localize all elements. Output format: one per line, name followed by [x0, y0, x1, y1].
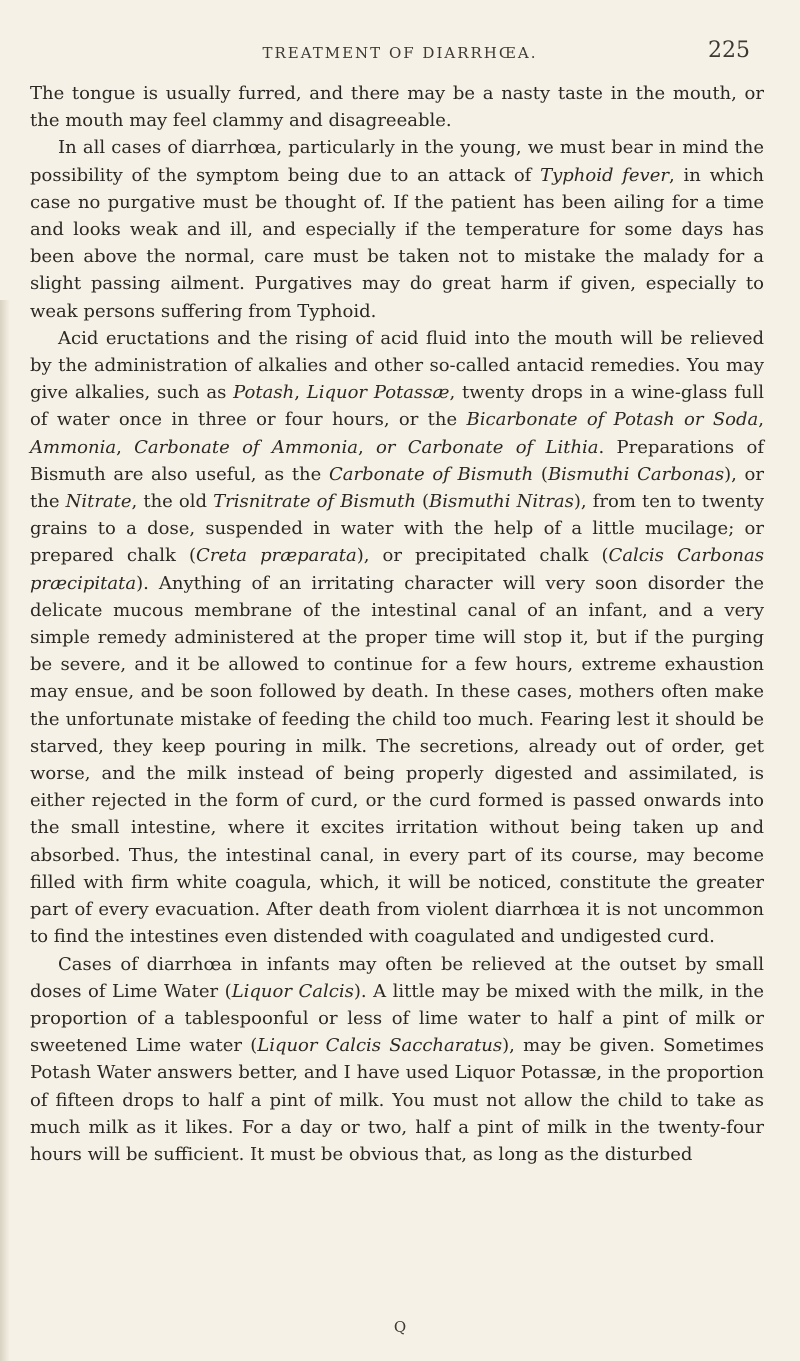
italic-term: Typhoid fever	[540, 164, 669, 186]
italic-term: Nitrate	[65, 491, 132, 513]
body-text	[30, 80, 764, 1168]
page-number: 225	[708, 38, 750, 63]
text-run: ,	[116, 436, 135, 458]
text-run: (	[533, 463, 548, 485]
signature-mark: Q	[393, 1318, 407, 1336]
text-run: , the old	[131, 491, 214, 513]
italic-term: Carbonate of Ammonia	[134, 436, 358, 458]
italic-term: Trisnitrate of Bismuth	[213, 491, 416, 513]
italic-term: Bicarbonate of Potash or Soda	[466, 409, 759, 431]
text-run: ,	[357, 436, 376, 458]
page-spine-shadow	[0, 300, 10, 1361]
text-run: ,	[294, 382, 307, 404]
text-run: Cases of diarrhœa in infants may often be relieved at the outset by small doses of Lime Water (	[30, 953, 764, 1002]
italic-term: Bismuthi Carbonas	[547, 463, 725, 485]
running-head: TREATMENT OF DIARRHŒA.	[262, 44, 538, 62]
italic-term: Liquor Calcis Saccharatus	[257, 1035, 503, 1057]
text-run: ), or precipitated chalk (	[356, 545, 609, 567]
italic-term: Creta præparata	[196, 545, 357, 567]
text-run: Acid eructations and the rising of acid fluid into the mouth will be relieved by the administration of alkalies and other so-called antacid remedies. You may give alkalies, such as	[30, 327, 764, 404]
text-run: (	[415, 491, 430, 513]
text-run: ,	[758, 409, 764, 431]
italic-term: or Carbonate of Lithia	[375, 436, 599, 458]
text-run: ), may be given. Sometimes Potash Water answers better, and I have used Liquor Potassæ, in the proportion of fifteen drops to half a pint of milk. You must not allow the child to take as much milk as it likes. For a day or two, half a pint of milk in the twenty-four hours will be sufficient. It must be obvious that, as long as the disturbed	[30, 1035, 765, 1165]
text-run: . Preparations of Bismuth are also useful, as the	[30, 436, 764, 485]
text-run: , twenty drops in a wine-glass full of water once in three or four hours, or the	[30, 382, 764, 431]
text-run: ). A little may be mixed with the milk, in the proportion of a tablespoonful or less of lime water to half a pint of milk or sweetened Lime water (	[30, 980, 765, 1057]
text-run: The tongue is usually furred, and there may be a nasty taste in the mouth, or the mouth may feel clammy and disagreeable.	[30, 83, 764, 132]
italic-term: Potash	[233, 382, 295, 404]
text-run: ). Anything of an irritating character will very soon disorder the delicate mucous membrane of the intestinal canal of an infant, and a very simple remedy administered at the proper time will stop it, but if the purging be severe, and it be allowed to continue for a few hours, extreme exhaustion may ensue, and be soon followed by death. In these cases, mothers often make the unfortunate mistake of feeding the child too much. Fearing lest it should be starved, they keep pouring in milk. The secretions, already out of order, get worse, and the milk instead of being properly digested and assimilated, is either rejected in the form of curd, or the curd formed is passed onwards into the small intestine, where it excites irritation without being taken up and absorbed. Thus, the intestinal canal, in every part of its course, may become filled with firm white coagula, which, it will be noticed, constitute the greater part of every evacuation. After death from violent diarrhœa it is not uncommon to find the intestines even distended with coagulated and undigested curd.	[30, 572, 764, 948]
italic-term: Liquor Potassæ	[306, 382, 450, 404]
italic-term: Carbonate of Bismuth	[328, 463, 534, 485]
text-run: , in which case no purgative must be thought of. If the patient has been ailing for a time and looks weak and ill, and especially if the temperature for some days has been above the normal, care must be taken not to mistake the malady for a slight passing ailment. Purgatives may do great harm if given, especially to weak persons suffering from Typhoid.	[30, 164, 764, 322]
paragraph	[30, 80, 764, 134]
text-run: ), from ten to twenty grains to a dose, suspended in water with the help of a little mucilage; or prepared chalk (	[30, 491, 765, 567]
italic-term: Ammonia	[30, 436, 117, 458]
text-run: ), or the	[30, 463, 764, 513]
italic-term: Calcis Carbonas præcipitata	[30, 545, 764, 594]
paragraph	[30, 951, 764, 1169]
page-header	[0, 38, 800, 68]
italic-term: Liquor Calcis	[231, 980, 354, 1002]
paragraph	[30, 325, 764, 951]
text-run: In all cases of diarrhœa, particularly in the young, we must bear in mind the possibility of the symptom being due to an attack of	[30, 137, 764, 186]
italic-term: Bismuthi Nitras	[429, 491, 574, 513]
paragraph	[30, 134, 764, 324]
